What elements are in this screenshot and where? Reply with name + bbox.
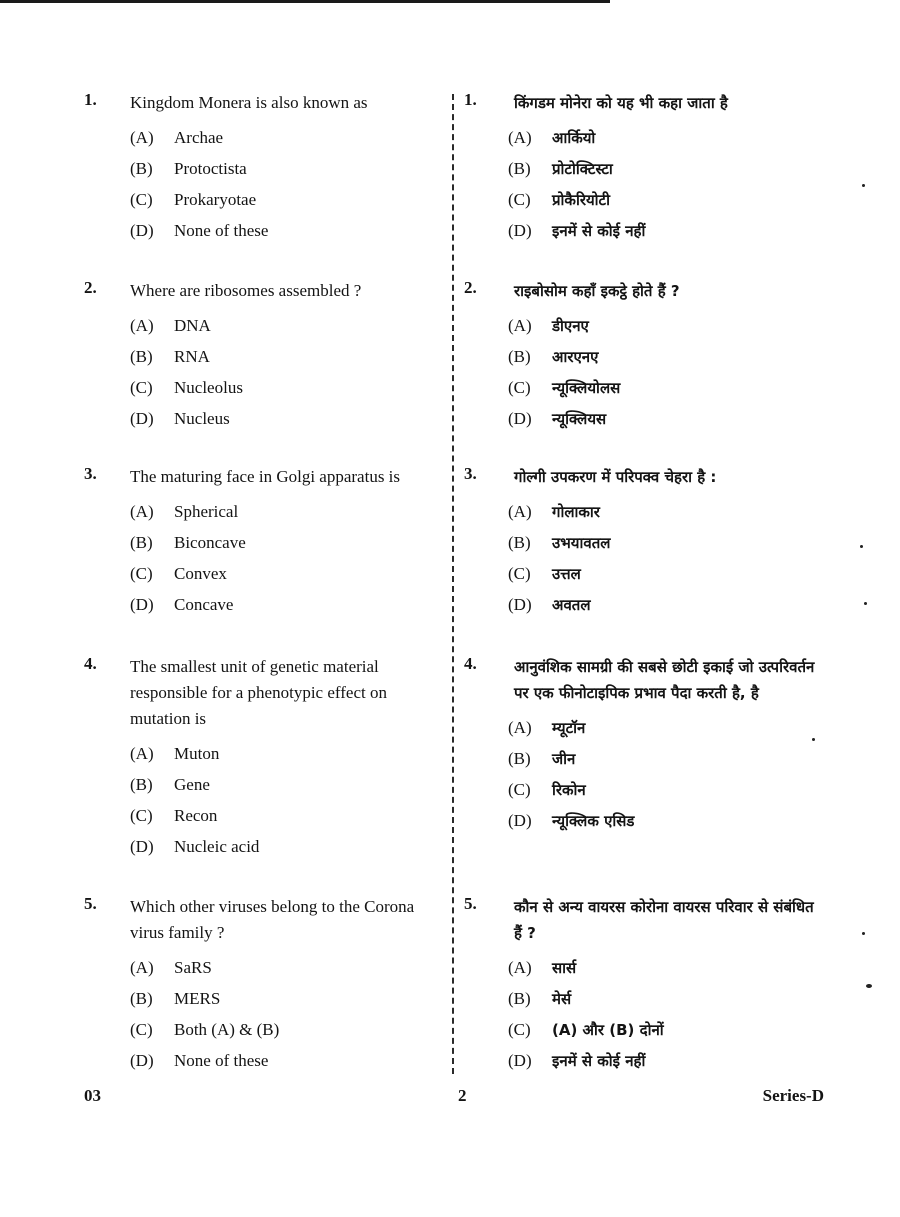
scan-speck (812, 738, 815, 741)
option-b[interactable] (130, 983, 436, 1014)
option-label: (B) (130, 158, 153, 178)
option-text: Muton (174, 743, 220, 763)
options-list (508, 310, 824, 434)
option-label: (C) (508, 563, 531, 583)
option-text: Nucleic acid (174, 836, 260, 856)
option-label: (C) (508, 779, 531, 799)
option-label: (B) (508, 346, 531, 366)
option-text: न्यूक्लिक एसिड (552, 811, 635, 830)
option-c[interactable] (130, 372, 436, 403)
question-number: 3. (464, 464, 477, 483)
option-d[interactable] (130, 1045, 436, 1076)
option-text: SaRS (174, 957, 212, 977)
question-1-en (84, 90, 436, 278)
option-text: MERS (174, 988, 221, 1008)
option-text: रिकोन (552, 780, 586, 799)
question-text: Which other viruses belong to the Corona virus family ? (130, 897, 415, 942)
option-c[interactable] (130, 1014, 436, 1045)
option-text: आर्कियो (552, 128, 596, 147)
option-b[interactable] (508, 527, 824, 558)
question-1-hi (464, 90, 824, 278)
question-2-en (84, 278, 436, 464)
option-text: DNA (174, 315, 211, 335)
option-label: (B) (508, 532, 531, 552)
option-text: Convex (174, 563, 227, 583)
option-text: प्रोटोक्टिस्टा (552, 159, 613, 178)
question-number: 5. (84, 894, 97, 913)
option-label: (A) (130, 127, 154, 147)
option-text: न्यूक्लियस (552, 409, 607, 428)
option-label: (B) (508, 988, 531, 1008)
option-d[interactable] (130, 215, 436, 246)
option-text: गोलाकार (552, 502, 600, 521)
option-b[interactable] (130, 341, 436, 372)
question-text: Where are ribosomes assembled ? (130, 281, 362, 300)
option-c[interactable] (130, 184, 436, 215)
option-text: उभयावतल (552, 533, 611, 552)
option-text: आरएनए (552, 347, 599, 366)
option-d[interactable] (130, 589, 436, 620)
booklet-code: 03 (84, 1086, 101, 1105)
option-label: (D) (508, 1050, 532, 1070)
option-d[interactable] (130, 403, 436, 434)
option-label: (B) (130, 988, 153, 1008)
option-text: जीन (552, 749, 576, 768)
option-label: (D) (508, 408, 532, 428)
question-number: 2. (464, 278, 477, 297)
options-list (130, 496, 436, 620)
question-number: 1. (84, 90, 97, 109)
option-text: None of these (174, 1050, 269, 1070)
option-text: सार्स (552, 958, 577, 977)
options-list (130, 122, 436, 246)
option-label: (C) (130, 1019, 153, 1039)
option-text: मेर्स (552, 989, 572, 1008)
question-text: The smallest unit of genetic material responsible for a phenotypic effect on mutation is (130, 657, 387, 728)
option-a[interactable] (508, 122, 824, 153)
option-text: (A) और (B) दोनों (552, 1020, 664, 1039)
option-text: None of these (174, 220, 269, 240)
option-text: Nucleolus (174, 377, 243, 397)
option-text: उत्तल (552, 564, 581, 583)
option-label: (A) (130, 501, 154, 521)
option-d[interactable] (508, 403, 824, 434)
option-label: (D) (508, 594, 532, 614)
option-text: Both (A) & (B) (174, 1019, 280, 1039)
scan-speck (862, 184, 865, 187)
option-c[interactable] (508, 372, 824, 403)
option-label: (C) (508, 1019, 531, 1039)
question-text: राइबोसोम कहाँ इकट्ठे होते हैं ? (514, 282, 680, 300)
option-text: Prokaryotae (174, 189, 257, 209)
option-label: (D) (130, 836, 154, 856)
question-text: Kingdom Monera is also known as (130, 93, 368, 112)
option-label: (D) (130, 594, 154, 614)
option-label: (C) (508, 189, 531, 209)
option-a[interactable] (130, 738, 436, 769)
question-number: 4. (464, 654, 477, 673)
question-number: 4. (84, 654, 97, 673)
option-label: (B) (130, 532, 153, 552)
option-text: डीएनए (552, 316, 589, 335)
question-5-en (84, 894, 436, 1076)
option-text: Protoctista (174, 158, 247, 178)
option-label: (B) (130, 346, 153, 366)
scan-speck (866, 984, 872, 988)
options-list (508, 122, 824, 246)
question-2-hi (464, 278, 824, 464)
option-c[interactable] (508, 774, 824, 805)
option-text: Biconcave (174, 532, 246, 552)
option-label: (A) (130, 315, 154, 335)
question-text: आनुवंशिक सामग्री की सबसे छोटी इकाई जो उत्परिवर्तन पर एक फीनोटाइपिक प्रभाव पैदा करती है, है (514, 658, 815, 702)
option-b[interactable] (508, 983, 824, 1014)
top-rule (0, 0, 610, 3)
option-label: (A) (130, 957, 154, 977)
option-text: Spherical (174, 501, 239, 521)
question-3-en (84, 464, 436, 654)
option-d[interactable] (508, 805, 824, 836)
option-text: न्यूक्लियोलस (552, 378, 621, 397)
option-label: (A) (130, 743, 154, 763)
option-b[interactable] (508, 153, 824, 184)
option-text: Recon (174, 805, 218, 825)
option-c[interactable] (130, 558, 436, 589)
option-text: Nucleus (174, 408, 230, 428)
option-a[interactable] (130, 952, 436, 983)
options-list (508, 496, 824, 620)
option-c[interactable] (130, 800, 436, 831)
option-label: (D) (508, 810, 532, 830)
option-label: (A) (508, 957, 532, 977)
scan-speck (864, 602, 867, 605)
question-number: 3. (84, 464, 97, 483)
option-label: (A) (508, 127, 532, 147)
option-b[interactable] (508, 341, 824, 372)
option-a[interactable] (508, 310, 824, 341)
option-d[interactable] (130, 831, 436, 862)
option-a[interactable] (508, 496, 824, 527)
question-text: कौन से अन्य वायरस कोरोना वायरस परिवार से संबंधित हैं ? (514, 898, 814, 942)
option-label: (A) (508, 315, 532, 335)
option-b[interactable] (130, 527, 436, 558)
option-d[interactable] (508, 215, 824, 246)
question-text: गोल्गी उपकरण में परिपक्व चेहरा है : (514, 468, 717, 486)
series-label: Series-D (762, 1086, 824, 1105)
question-5-hi (464, 894, 824, 1076)
page-number: 2 (458, 1086, 467, 1105)
option-text: अवतल (552, 595, 591, 614)
option-a[interactable] (508, 712, 824, 743)
option-label: (B) (508, 158, 531, 178)
options-list (130, 310, 436, 434)
option-label: (D) (130, 220, 154, 240)
options-list (130, 738, 436, 862)
option-label: (D) (508, 220, 532, 240)
question-4-en (84, 654, 436, 894)
option-label: (C) (130, 563, 153, 583)
options-list (508, 952, 824, 1076)
option-text: Concave (174, 594, 234, 614)
option-a[interactable] (508, 952, 824, 983)
option-text: म्यूटॉन (552, 718, 586, 737)
option-b[interactable] (508, 743, 824, 774)
question-4-hi (464, 654, 824, 894)
option-c[interactable] (508, 558, 824, 589)
english-column (84, 90, 436, 1076)
option-c[interactable] (508, 1014, 824, 1045)
option-a[interactable] (130, 310, 436, 341)
question-number: 1. (464, 90, 477, 109)
option-text: प्रोकैरियोटी (552, 190, 610, 209)
column-divider (452, 94, 454, 1074)
option-text: Gene (174, 774, 210, 794)
question-number: 2. (84, 278, 97, 297)
question-text: The maturing face in Golgi apparatus is (130, 467, 401, 486)
option-text: RNA (174, 346, 210, 366)
option-label: (D) (130, 408, 154, 428)
question-3-hi (464, 464, 824, 654)
option-label: (D) (130, 1050, 154, 1070)
options-list (130, 952, 436, 1076)
option-label: (C) (130, 805, 153, 825)
option-d[interactable] (508, 1045, 824, 1076)
option-text: इनमें से कोई नहीं (552, 221, 646, 240)
option-label: (A) (508, 501, 532, 521)
option-label: (C) (130, 377, 153, 397)
options-list (508, 712, 824, 836)
scan-speck (860, 545, 863, 548)
option-c[interactable] (508, 184, 824, 215)
option-d[interactable] (508, 589, 824, 620)
option-text: Archae (174, 127, 224, 147)
option-a[interactable] (130, 496, 436, 527)
option-b[interactable] (130, 153, 436, 184)
scan-speck (862, 932, 865, 935)
option-label: (B) (508, 748, 531, 768)
option-label: (C) (130, 189, 153, 209)
hindi-column (464, 90, 824, 1076)
question-text: किंगडम मोनेरा को यह भी कहा जाता है (514, 94, 728, 112)
option-label: (A) (508, 717, 532, 737)
option-label: (B) (130, 774, 153, 794)
option-label: (C) (508, 377, 531, 397)
option-b[interactable] (130, 769, 436, 800)
option-text: इनमें से कोई नहीं (552, 1051, 646, 1070)
question-number: 5. (464, 894, 477, 913)
option-a[interactable] (130, 122, 436, 153)
